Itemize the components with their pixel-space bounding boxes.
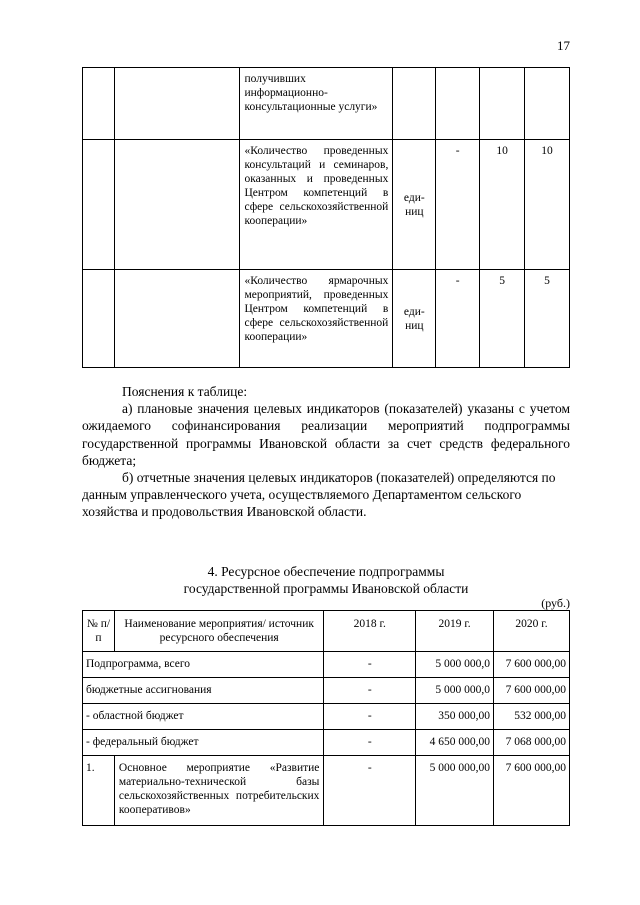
section-title: 4. Ресурсное обеспечение подпрограммы государственной программы Ивановской области [183,564,469,596]
table-row [83,704,570,730]
table-notes [82,383,570,521]
table-row [83,652,570,678]
cell-2018: - [324,678,416,704]
cell-2019: 4 650 000,00 [416,730,494,756]
indicator-unit [393,68,436,140]
row-label: - федеральный бюджет [83,730,324,756]
table-header-row [83,611,570,652]
table-row [83,756,570,826]
table-row [83,270,570,368]
row-label: Подпрограмма, всего [83,652,324,678]
indicator-value: 10 [525,140,570,270]
indicator-unit: еди-ниц [393,140,436,270]
indicator-unit: еди-ниц [393,270,436,368]
page-number: 17 [557,38,570,53]
table-row [83,140,570,270]
note-item-b: б) отчетные значения целевых индикаторов (показателей) определяются по данным управленческого учета, осуществляемого Департаментом сельского хозяйства и продовольствия Ивановской области. [82,470,556,520]
cell-2018: - [324,704,416,730]
note-item-a: а) плановые значения целевых индикаторов (показателей) указаны с учетом ожидаемого софинансирования реализации мероприятий подпрограммы государственной программы Ивановской области за счет средств федерального бюджета; [82,401,570,468]
indicator-value [525,68,570,140]
cell-2020: 7 600 000,00 [494,756,570,826]
indicator-value: - [436,140,480,270]
indicator-value [436,68,480,140]
indicator-value: 5 [480,270,525,368]
indicator-value: - [436,270,480,368]
table-row [83,68,570,140]
col-header-2019: 2019 г. [416,611,494,652]
indicator-value: 10 [480,140,525,270]
indicator-name: «Количество проведенных консультаций и семинаров, оказанных и проведенных Центром компетенций в сфере сельскохозяйственной кооперации» [240,140,393,270]
indicators-table [82,67,570,368]
cell-2020: 532 000,00 [494,704,570,730]
cell-2018: - [324,730,416,756]
col-header-num: № п/п [83,611,115,652]
col-header-2020: 2020 г. [494,611,570,652]
indicator-name: «Количество ярмарочных мероприятий, проведенных Центром компетенций в сфере сельскохозяйственной кооперации» [240,270,393,368]
col-header-name: Наименование мероприятия/ источник ресурсного обеспечения [114,611,324,652]
indicator-value: 5 [525,270,570,368]
cell-2019: 5 000 000,00 [416,756,494,826]
cell-2020: 7 600 000,00 [494,652,570,678]
indicator-value [480,68,525,140]
cell-2018: - [324,652,416,678]
table-row [83,678,570,704]
notes-heading: Пояснения к таблице: [122,384,248,399]
activity-name: Основное мероприятие «Развитие материально-технической базы сельскохозяйственных потребительских кооперативов» [114,756,324,826]
row-label: - областной бюджет [83,704,324,730]
resource-table [82,610,570,826]
cell-2020: 7 068 000,00 [494,730,570,756]
cell-2019: 350 000,00 [416,704,494,730]
indicator-name: получивших информационно-консультационные услуги» [240,68,393,140]
cell-2020: 7 600 000,00 [494,678,570,704]
row-label: бюджетные ассигнования [83,678,324,704]
cell-2019: 5 000 000,0 [416,678,494,704]
cell-2018: - [324,756,416,826]
currency-unit: (руб.) [541,596,570,610]
cell-2019: 5 000 000,0 [416,652,494,678]
col-header-2018: 2018 г. [324,611,416,652]
activity-number: 1. [83,756,115,826]
table-row [83,730,570,756]
